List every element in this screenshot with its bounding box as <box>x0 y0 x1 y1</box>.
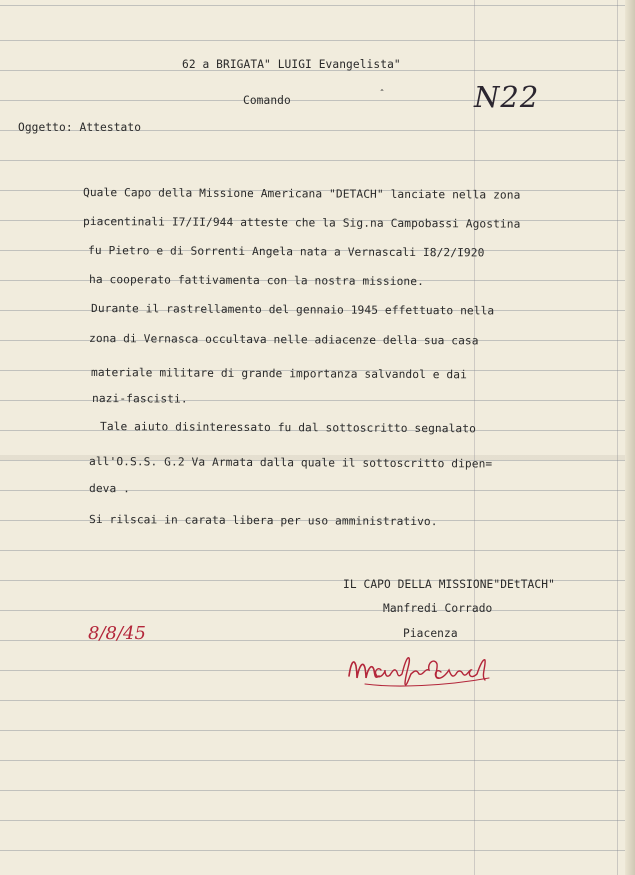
body-line: nazi-fascisti. <box>91 392 188 406</box>
body-line: Quale Capo della Missione Americana "DETACH" lanciate nella zona <box>82 186 521 202</box>
handwritten-signature <box>345 648 495 698</box>
body-line: fu Pietro e di Sorrenti Angela nata a Vernascali I8/2/I920 <box>87 244 485 260</box>
signatory-title: IL CAPO DELLA MISSIONE"DEtTACH" <box>343 578 555 591</box>
brigade-heading: 62 a BRIGATA" LUIGI Evangelista" <box>182 58 401 71</box>
body-line: ha cooperato fattivamenta con la nostra missione. <box>88 273 424 289</box>
body-line: Si rilscai in carata libera per uso amministrativo. <box>88 513 438 529</box>
signatory-place: Piacenza <box>403 627 458 640</box>
command-label: Comando <box>243 94 291 107</box>
body-line: Durante il rastrellamento del gennaio 1945 effettuato nella <box>90 302 495 318</box>
body-line: Tale aiuto disinteressato fu dal sottoscritto segnalato <box>99 420 476 436</box>
body-line: materiale militare di grande importanza salvandol e dai <box>90 366 467 382</box>
handwritten-date: 8/8/45 <box>88 623 146 644</box>
paper-edge <box>625 0 635 875</box>
subject-line: Oggetto: Attestato <box>18 121 142 134</box>
body-line: all'O.S.S. G.2 Va Armata dalla quale il sottoscritto dipen= <box>88 455 493 471</box>
signature-graphic <box>345 648 495 694</box>
signatory-name: Manfredi Corrado <box>383 602 493 615</box>
body-line: deva . <box>88 482 131 496</box>
ink-mark-icon: ˆ <box>379 89 386 100</box>
document-number: N22 <box>474 80 540 114</box>
body-line: piacentinali I7/II/944 atteste che la Sig.na Campobassi Agostina <box>82 215 521 231</box>
body-line: zona di Vernasca occultava nelle adiacenze della sua casa <box>88 332 479 348</box>
